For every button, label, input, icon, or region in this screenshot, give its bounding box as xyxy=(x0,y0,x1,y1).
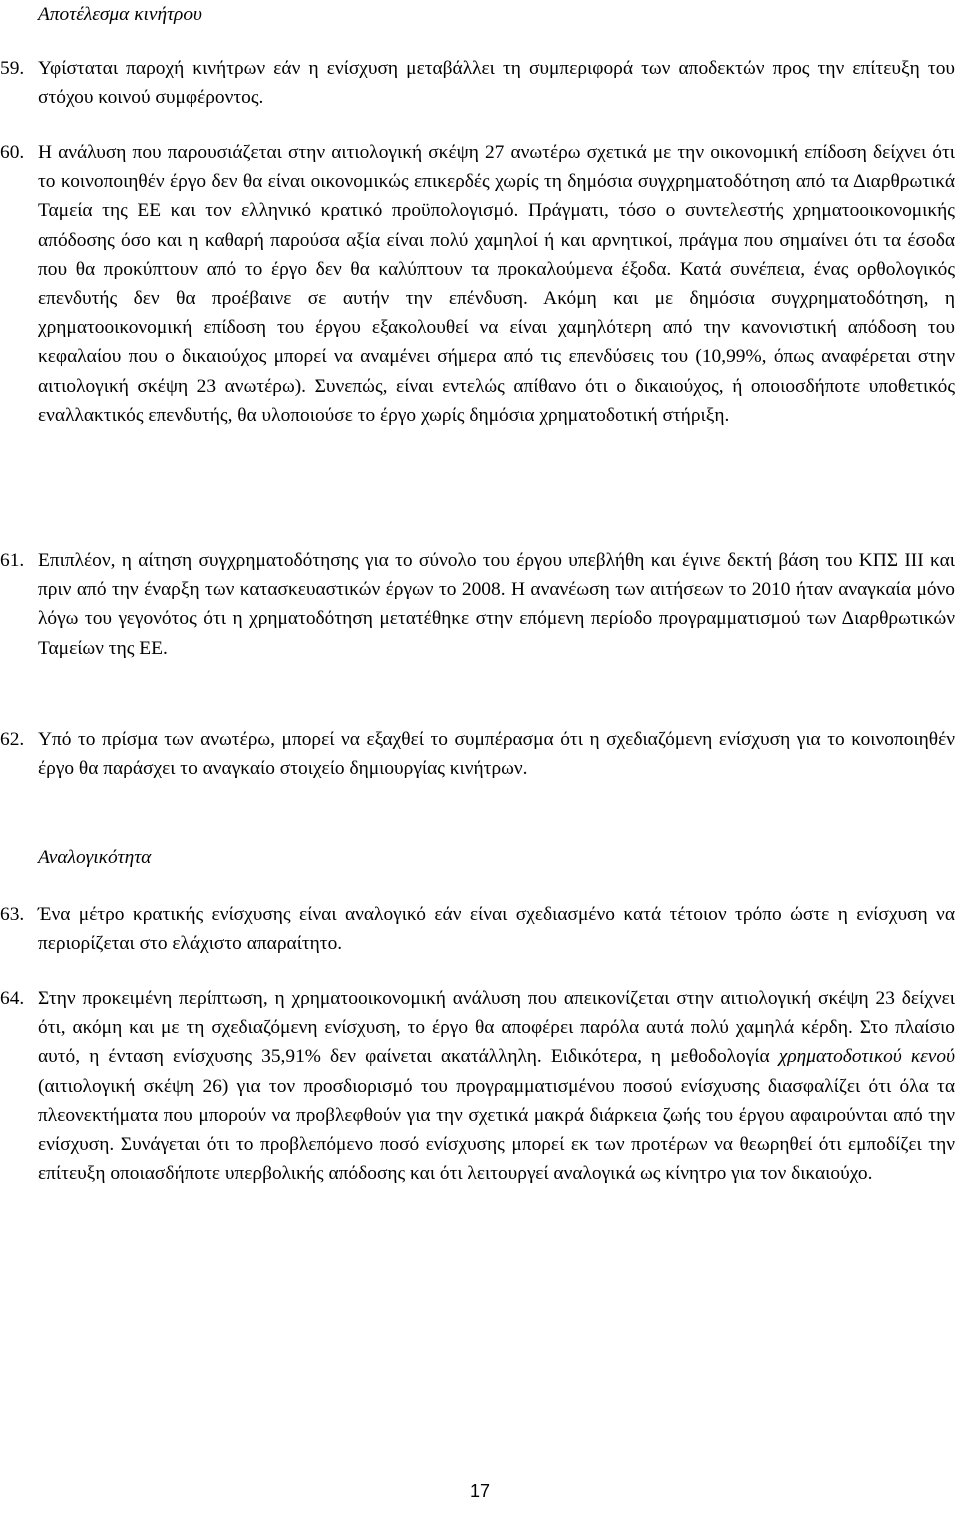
paragraph-64 xyxy=(0,984,960,1188)
paragraph-number: 61. xyxy=(0,550,25,571)
paragraph-text: Υφίσταται παροχή κινήτρων εάν η ενίσχυση μεταβάλλει τη συμπεριφορά των αποδεκτών προς την επίτευξη του στόχου κοινού συμφέροντος. xyxy=(38,58,955,109)
section-heading-incentive-effect: Αποτέλεσμα κινήτρου xyxy=(38,4,202,25)
paragraph-text: Ένα μέτρο κρατικής ενίσχυσης είναι αναλογικό εάν είναι σχεδιασμένο κατά τέτοιον τρόπο ώστε η ενίσχυση να περιορίζεται στο ελάχιστο απαραίτητο. xyxy=(38,904,955,955)
paragraph-63 xyxy=(0,900,960,958)
paragraph-text xyxy=(38,984,955,1188)
paragraph-number: 63. xyxy=(0,904,25,925)
paragraph-62 xyxy=(0,725,960,783)
paragraph-text: Υπό το πρίσμα των ανωτέρω, μπορεί να εξαχθεί το συμπέρασμα ότι η σχεδιαζόμενη ενίσχυση για το κοινοποιηθέν έργο θα παράσχει το αναγκαίο στοιχείο δημιουργίας κινήτρων. xyxy=(38,729,955,780)
paragraph-number: 59. xyxy=(0,58,25,79)
paragraph-number: 64. xyxy=(0,988,25,1009)
paragraph-text: Επιπλέον, η αίτηση συγχρηματοδότησης για το σύνολο του έργου υπεβλήθη και έγινε δεκτή βάση του ΚΠΣ ΙΙΙ και πριν από την έναρξη των κατασκευαστικών έργων το 2008. Η ανανέωση των αιτήσεων το 2010 ήταν αναγκαία μόνο λόγω του γεγονότος ότι η χρηματοδότηση μετατέθηκε στην επόμενη περίοδο προγραμματισμού των Διαρθρωτικών Ταμείων της ΕΕ. xyxy=(38,550,955,659)
paragraph-60 xyxy=(0,138,960,430)
paragraph-59 xyxy=(0,54,960,112)
paragraph-text: Η ανάλυση που παρουσιάζεται στην αιτιολογική σκέψη 27 ανωτέρω σχετικά με την οικονομική επίδοση δείχνει ότι το κοινοποιηθέν έργο δεν θα είναι οικονομικώς επικερδές χωρίς τη δημόσια συγχρηματοδότηση από τα Διαρθρωτικά Ταμεία της ΕΕ και τον ελληνικό κρατικό προϋπολογισμό. Πράγματι, τόσο ο συντελεστής χρηματοοικονομικής απόδοσης όσο και η καθαρή παρούσα αξία είναι πολύ χαμηλοί ή και αρνητικοί, πράγμα που σημαίνει ότι τα έσοδα που θα προκύπτουν από το έργο δεν θα καλύπτουν τα προκαλούμενα έξοδα. Κατά συνέπεια, ένας ορθολογικός επενδυτής δεν θα προέβαινε σε αυτήν την επένδυση. Ακόμη και με δημόσια συγχρηματοδότηση, η χρηματοοικονομική επίδοση του έργου εξακολουθεί να είναι χαμηλότερη από την κανονιστική απόδοση του κεφαλαίου που ο δικαιούχος μπορεί να αναμένει σήμερα από τις επενδύσεις του (10,99%, όπως αναφέρεται στην αιτιολογική σκέψη 23 ανωτέρω). Συνεπώς, είναι εντελώς απίθανο ότι ο δικαιούχος, ή οποιοσδήποτε υποθετικός εναλλακτικός επενδυτής, θα υλοποιούσε το έργο χωρίς δημόσια χρηματοδοτική στήριξη. xyxy=(38,142,955,426)
paragraph-text-part: (αιτιολογική σκέψη 26) για τον προσδιορισμό του προγραμματισμένου ποσού ενίσχυσης διασφαλίζει ότι όλα τα πλεονεκτήματα που μπορούν να προβλεφθούν για την σχετικά μακρά διάρκεια ζωής του έργου αφαιρούνται από την ενίσχυση. Συνάγεται ότι το προβλεπόμενο ποσό ενίσχυσης μπορεί εκ των προτέρων να θεωρηθεί ότι εμποδίζει την επίτευξη οποιασδήποτε υπερβολικής απόδοσης και ότι λειτουργεί αναλογικά ως κίνητρο για τον δικαιούχο. xyxy=(38,1075,955,1185)
paragraph-number: 60. xyxy=(0,142,25,163)
section-heading-proportionality: Αναλογικότητα xyxy=(38,847,152,868)
page-number: 17 xyxy=(469,1481,491,1501)
italic-term: χρηματοδοτικού κενού xyxy=(778,1046,955,1068)
paragraph-number: 62. xyxy=(0,729,25,750)
paragraph-text-part: Στην προκειμένη περίπτωση, η χρηματοοικονομική ανάλυση που απεικονίζεται στην αιτιολογική σκέψη 23 δείχνει ότι, ακόμη και με τη σχεδιαζόμενη ενίσχυση, το έργο θα αποφέρει παρόλα αυτά πολύ χαμηλά κέρδη. Στο πλαίσιο αυτό, η ένταση ενίσχυσης 35,91% δεν φαίνεται ακατάλληλη. Ειδικότερα, η μεθοδολογία xyxy=(38,988,955,1068)
paragraph-61 xyxy=(0,546,960,663)
